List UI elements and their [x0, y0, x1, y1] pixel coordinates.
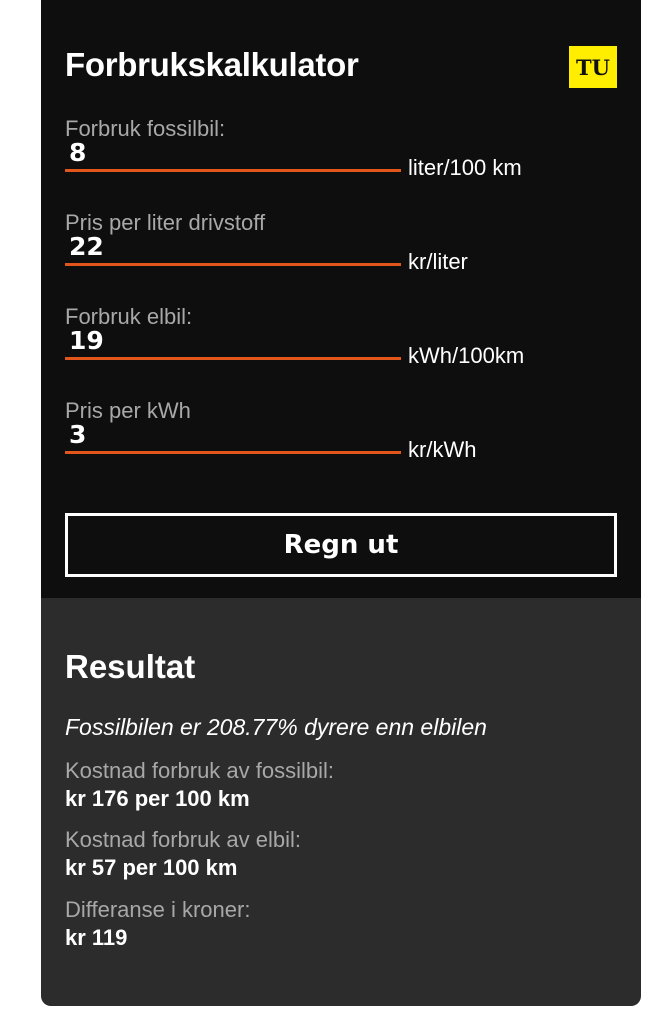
- ev-consumption-unit: kWh/100km: [408, 343, 525, 368]
- fossil-consumption-input[interactable]: [65, 136, 401, 172]
- fossil-consumption-unit: liter/100 km: [408, 155, 522, 180]
- fuel-price-input[interactable]: [65, 230, 401, 266]
- fuel-price-unit: kr/liter: [408, 249, 468, 274]
- ev-cost-value: kr 57 per 100 km: [65, 855, 238, 880]
- kwh-price-label: Pris per kWh: [65, 398, 191, 423]
- ev-consumption-label: Forbruk elbil:: [65, 304, 193, 329]
- fuel-price-label: Pris per liter drivstoff: [65, 210, 266, 235]
- difference-value: kr 119: [65, 925, 128, 950]
- tu-logo: TU: [569, 46, 617, 88]
- calculator-title: Forbrukskalkulator: [65, 46, 359, 83]
- fossil-consumption-label: Forbruk fossilbil:: [65, 116, 226, 141]
- ev-consumption-input[interactable]: [65, 324, 401, 360]
- calculate-button[interactable]: Regn ut: [65, 513, 617, 577]
- calculator-card: [41, 0, 641, 1006]
- kwh-price-unit: kr/kWh: [408, 437, 477, 462]
- result-title: Resultat: [65, 648, 196, 685]
- kwh-price-input[interactable]: [65, 418, 401, 454]
- fossil-cost-value: kr 176 per 100 km: [65, 786, 250, 811]
- calculator-panel: [41, 0, 641, 598]
- result-summary: Fossilbilen er 208.77% dyrere enn elbilen: [65, 714, 487, 740]
- fossil-cost-label: Kostnad forbruk av fossilbil:: [65, 758, 335, 783]
- difference-label: Differanse i kroner:: [65, 897, 251, 922]
- ev-cost-label: Kostnad forbruk av elbil:: [65, 827, 302, 852]
